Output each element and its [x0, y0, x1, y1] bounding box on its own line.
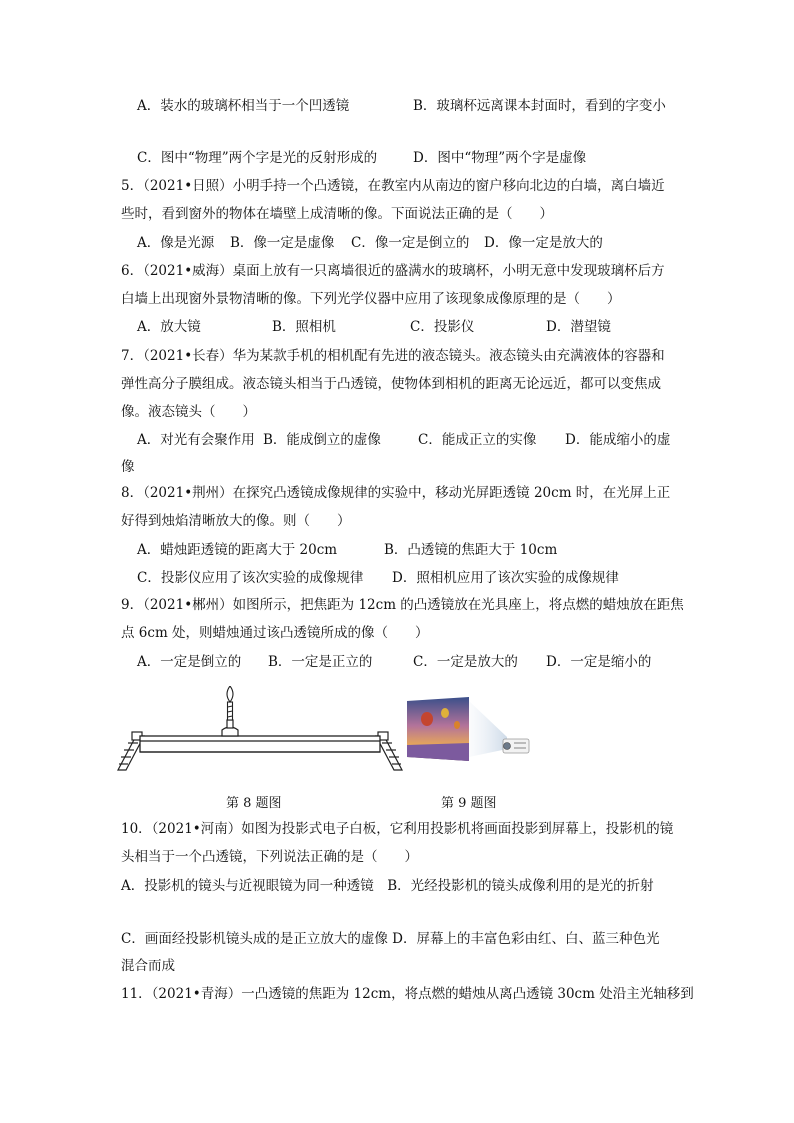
q9-option-c: C．一定是放大的	[413, 654, 518, 670]
q7-option-c: C．能成正立的实像	[418, 432, 537, 448]
candle-icon	[227, 686, 233, 720]
q4-option-c: C．图中“物理”两个字是光的反射形成的	[137, 150, 378, 166]
q9-stem-line1: 9．（2021•郴州）如图所示，把焦距为 12cm 的凸透镜放在光具座上，将点燃的蜡烛放在距焦	[121, 597, 684, 613]
q8-option-c: C．投影仪应用了该次实验的成像规律	[137, 570, 364, 586]
q5-option-d: D．像一定是放大的	[484, 235, 603, 251]
q9-option-a: A．一定是倒立的	[137, 654, 242, 670]
q5-option-b: B．像一定是虚像	[230, 235, 335, 251]
light-beam	[469, 701, 507, 757]
q8-option-d: D．照相机应用了该次实验的成像规律	[392, 570, 619, 586]
q7-stem-line3: 像。液态镜头（ ）	[121, 404, 256, 420]
q6-option-b: B．照相机	[272, 319, 336, 335]
q9-option-b: B．一定是正立的	[268, 654, 373, 670]
bench-rail	[140, 736, 380, 752]
q7-stem-line1: 7．（2021•长春）华为某款手机的相机配有先进的液态镜头。液态镜头由充满液体的容器和	[121, 348, 665, 364]
q5-option-c: C．像一定是倒立的	[351, 235, 470, 251]
q9-stem-line2: 点 6cm 处，则蜡烛通过该凸透镜所成的像（ ）	[121, 625, 429, 641]
q10-options-line2: C．画面经投影机镜头成的是正立放大的虚像 D．屏幕上的丰富色彩由红、白、蓝三种色光	[121, 931, 660, 947]
q7-option-a: A．对光有会聚作用	[137, 432, 255, 448]
q7-option-d-wrap: 像	[121, 459, 135, 475]
q6-stem-line2: 白墙上出现窗外景物清晰的像。下列光学仪器中应用了该现象成像原理的是（ ）	[121, 291, 621, 307]
q9-option-d: D．一定是缩小的	[546, 654, 652, 670]
q6-stem-line1: 6．（2021•威海）桌面上放有一只离墙很近的盛满水的玻璃杯，小明无意中发现玻璃杯后方	[121, 263, 665, 279]
q8-stem-line1: 8．（2021•荆州）在探究凸透镜成像规律的实验中，移动光屏距透镜 20cm 时，在光屏上正	[121, 485, 671, 501]
candle-holder	[222, 720, 238, 736]
projector-icon	[503, 739, 529, 753]
q10-stem-line1: 10．（2021•河南）如图为投影式电子白板，它利用投影机将画面投影到屏幕上，投影机的镜	[121, 821, 674, 837]
q10-options-line1: A．投影机的镜头与近视眼镜为同一种透镜 B．光经投影机的镜头成像利用的是光的折射	[121, 878, 654, 894]
q8-stem-line2: 好得到烛焰清晰放大的像。则（ ）	[121, 513, 351, 529]
q6-option-c: C．投影仪	[410, 319, 475, 335]
q5-option-a: A．像是光源	[137, 235, 215, 251]
q7-stem-line2: 弹性高分子膜组成。液态镜头相当于凸透镜，使物体到相机的距离无论远近，都可以变焦成	[121, 376, 661, 392]
optical-bench-figure	[114, 686, 404, 776]
q5-stem-line2: 些时，看到窗外的物体在墙壁上成清晰的像。下面说法正确的是（ ）	[121, 206, 553, 222]
q7-option-d: D．能成缩小的虚	[565, 432, 671, 448]
q10-options-line3: 混合而成	[121, 958, 175, 974]
q11-stem-line1: 11．（2021•青海）一凸透镜的焦距为 12cm，将点燃的蜡烛从离凸透镜 30cm 处沿主光轴移到	[121, 986, 694, 1002]
projector-figure	[407, 697, 531, 763]
q8-option-b: B．凸透镜的焦距大于 10cm	[384, 542, 558, 558]
projection-screen	[407, 697, 469, 761]
figure-8-caption: 第 8 题图	[226, 796, 282, 811]
q4-option-b: B．玻璃杯远离课本封面时，看到的字变小	[413, 98, 666, 114]
q8-option-a: A．蜡烛距透镜的距离大于 20cm	[137, 542, 338, 558]
q10-stem-line2: 头相当于一个凸透镜，下列说法正确的是（ ）	[121, 849, 418, 865]
figure-9-caption: 第 9 题图	[441, 796, 497, 811]
q4-option-d: D．图中“物理”两个字是虚像	[413, 150, 587, 166]
q4-option-a: A．装水的玻璃杯相当于一个凹透镜	[137, 98, 350, 114]
q5-stem-line1: 5．（2021•日照）小明手持一个凸透镜，在教室内从南边的窗户移向北边的白墙，离白墙近	[121, 178, 665, 194]
q6-option-a: A．放大镜	[137, 319, 201, 335]
q6-option-d: D．潜望镜	[546, 319, 611, 335]
q7-option-b: B．能成倒立的虚像	[263, 432, 381, 448]
